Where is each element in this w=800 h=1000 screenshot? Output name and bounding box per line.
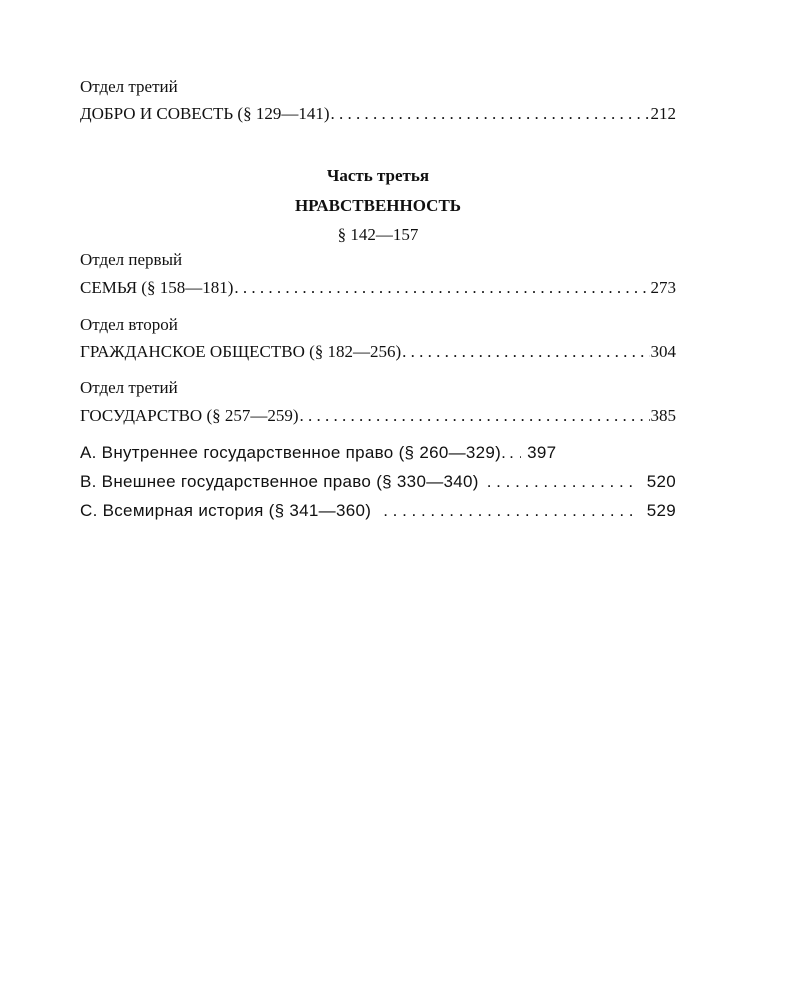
toc-entry-page: 385 <box>650 406 676 425</box>
toc-subentry-title: А. Внутреннее государственное право (§ 260—329). <box>80 443 507 462</box>
toc-entry-page: 212 <box>650 104 676 123</box>
toc-entry-title: ГОСУДАРСТВО (§ 257—259) <box>80 406 299 425</box>
section-heading-second: Отдел второй <box>80 315 178 334</box>
toc-subentry-title: С. Всемирная история (§ 341—360) <box>80 501 372 520</box>
toc-entry-page: 273 <box>650 278 676 297</box>
part-range: § 142—157 <box>337 225 419 244</box>
toc-entry-family[interactable] <box>80 277 676 299</box>
toc-entry-civil-society[interactable] <box>80 341 676 363</box>
toc-subentry-page: 520 <box>646 472 676 491</box>
section-heading-third: Отдел третий <box>80 378 178 397</box>
dot-leader <box>234 277 649 299</box>
dot-leader <box>383 500 639 522</box>
dot-leader <box>509 442 521 464</box>
section-heading-first: Отдел первый <box>80 250 183 269</box>
toc-subentry-internal-law[interactable] <box>80 442 676 464</box>
toc-entry-page: 304 <box>650 342 676 361</box>
dot-leader <box>402 341 649 363</box>
toc-subentry-world-history[interactable] <box>80 500 676 522</box>
section-heading-third-part2: Отдел третий <box>80 77 178 96</box>
dot-leader <box>300 405 650 427</box>
dot-leader <box>487 471 639 493</box>
toc-subentry-title: В. Внешнее государственное право (§ 330—340) <box>80 472 479 491</box>
toc-entry-state[interactable] <box>80 405 676 427</box>
toc-entry-title: ДОБРО И СОВЕСТЬ (§ 129—141) <box>80 104 330 123</box>
toc-entry-good-and-conscience[interactable] <box>80 103 676 125</box>
toc-entry-title: СЕМЬЯ (§ 158—181) <box>80 278 234 297</box>
dot-leader <box>331 103 650 125</box>
part-label: Часть третья <box>326 166 430 185</box>
toc-subentry-page: 529 <box>646 501 676 520</box>
part-title: НРАВСТВЕННОСТЬ <box>294 196 462 215</box>
toc-subentry-page: 397 <box>527 443 557 462</box>
toc-subentry-external-law[interactable] <box>80 471 676 493</box>
toc-entry-title: ГРАЖДАНСКОЕ ОБЩЕСТВО (§ 182—256) <box>80 342 402 361</box>
